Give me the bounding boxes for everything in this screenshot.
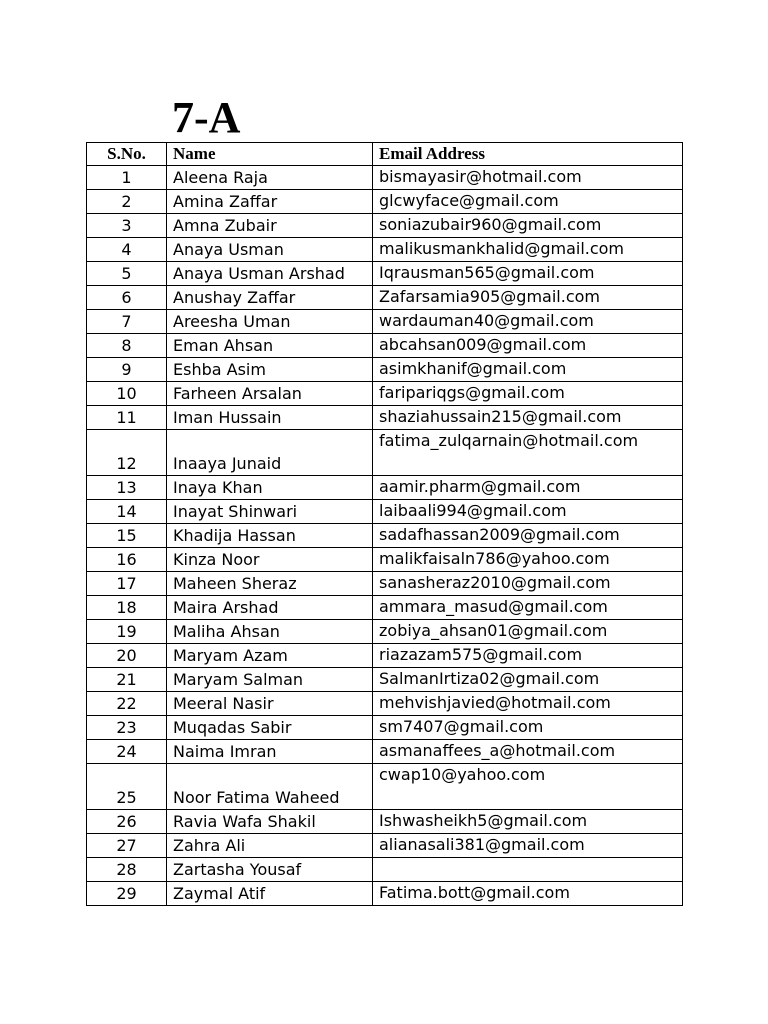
row-sno: 29 (87, 882, 167, 906)
row-sno: 13 (87, 476, 167, 500)
row-name: Zahra Ali (167, 834, 373, 858)
row-email: SalmanIrtiza02@gmail.com (373, 668, 683, 692)
row-name: Anaya Usman (167, 238, 373, 262)
row-email: soniazubair960@gmail.com (373, 214, 683, 238)
student-email-table (86, 142, 683, 906)
row-sno: 3 (87, 214, 167, 238)
row-email: faripariqgs@gmail.com (373, 382, 683, 406)
row-sno: 7 (87, 310, 167, 334)
row-name: Zartasha Yousaf (167, 858, 373, 882)
row-name: Maheen Sheraz (167, 572, 373, 596)
row-sno: 6 (87, 286, 167, 310)
row-email: bismayasir@hotmail.com (373, 166, 683, 190)
table-row (87, 692, 683, 716)
row-email: malikusmankhalid@gmail.com (373, 238, 683, 262)
table-row (87, 764, 683, 810)
table-row (87, 166, 683, 190)
header-sno: S.No. (87, 143, 167, 166)
row-email: Iqrausman565@gmail.com (373, 262, 683, 286)
table-row (87, 500, 683, 524)
row-name: Naima Imran (167, 740, 373, 764)
table-row (87, 548, 683, 572)
row-sno: 15 (87, 524, 167, 548)
table-row (87, 644, 683, 668)
row-name: Farheen Arsalan (167, 382, 373, 406)
row-sno: 24 (87, 740, 167, 764)
row-email: Fatima.bott@gmail.com (373, 882, 683, 906)
table-row (87, 834, 683, 858)
row-name: Maira Arshad (167, 596, 373, 620)
row-email: sanasheraz2010@gmail.com (373, 572, 683, 596)
row-name: Areesha Uman (167, 310, 373, 334)
table-row (87, 358, 683, 382)
row-name: Iman Hussain (167, 406, 373, 430)
row-name: Kinza Noor (167, 548, 373, 572)
table-row (87, 334, 683, 358)
row-name: Maliha Ahsan (167, 620, 373, 644)
row-email: ammara_masud@gmail.com (373, 596, 683, 620)
row-sno: 19 (87, 620, 167, 644)
row-sno: 27 (87, 834, 167, 858)
table-row (87, 596, 683, 620)
table-row (87, 668, 683, 692)
row-email: fatima_zulqarnain@hotmail.com (373, 430, 683, 476)
row-name: Amina Zaffar (167, 190, 373, 214)
table-row (87, 740, 683, 764)
row-sno: 12 (87, 430, 167, 476)
row-sno: 22 (87, 692, 167, 716)
row-email: sadafhassan2009@gmail.com (373, 524, 683, 548)
row-sno: 16 (87, 548, 167, 572)
row-name: Khadija Hassan (167, 524, 373, 548)
table-row (87, 882, 683, 906)
table-row (87, 430, 683, 476)
header-email: Email Address (373, 143, 683, 166)
row-name: Anushay Zaffar (167, 286, 373, 310)
row-name: Inaaya Junaid (167, 430, 373, 476)
row-email: Ishwasheikh5@gmail.com (373, 810, 683, 834)
row-name: Meeral Nasir (167, 692, 373, 716)
row-email: cwap10@yahoo.com (373, 764, 683, 810)
row-sno: 23 (87, 716, 167, 740)
table-header-row (87, 143, 683, 166)
row-sno: 14 (87, 500, 167, 524)
row-email (373, 858, 683, 882)
row-sno: 4 (87, 238, 167, 262)
table-row (87, 310, 683, 334)
row-email: sm7407@gmail.com (373, 716, 683, 740)
row-email: wardauman40@gmail.com (373, 310, 683, 334)
row-email: Zafarsamia905@gmail.com (373, 286, 683, 310)
row-email: zobiya_ahsan01@gmail.com (373, 620, 683, 644)
table-row (87, 406, 683, 430)
row-name: Inayat Shinwari (167, 500, 373, 524)
row-name: Anaya Usman Arshad (167, 262, 373, 286)
table-row (87, 476, 683, 500)
row-sno: 10 (87, 382, 167, 406)
table-row (87, 716, 683, 740)
table-row (87, 262, 683, 286)
row-sno: 11 (87, 406, 167, 430)
row-name: Aleena Raja (167, 166, 373, 190)
row-name: Maryam Azam (167, 644, 373, 668)
row-sno: 2 (87, 190, 167, 214)
table-row (87, 572, 683, 596)
table-row (87, 524, 683, 548)
row-sno: 5 (87, 262, 167, 286)
row-email: laibaali994@gmail.com (373, 500, 683, 524)
row-name: Ravia Wafa Shakil (167, 810, 373, 834)
row-sno: 17 (87, 572, 167, 596)
row-email: shaziahussain215@gmail.com (373, 406, 683, 430)
row-name: Eshba Asim (167, 358, 373, 382)
row-sno: 21 (87, 668, 167, 692)
row-email: glcwyface@gmail.com (373, 190, 683, 214)
row-sno: 25 (87, 764, 167, 810)
table-row (87, 190, 683, 214)
row-email: aamir.pharm@gmail.com (373, 476, 683, 500)
table-row (87, 620, 683, 644)
row-sno: 28 (87, 858, 167, 882)
header-name: Name (167, 143, 373, 166)
row-name: Muqadas Sabir (167, 716, 373, 740)
row-sno: 20 (87, 644, 167, 668)
row-email: riazazam575@gmail.com (373, 644, 683, 668)
table-row (87, 238, 683, 262)
row-sno: 18 (87, 596, 167, 620)
table-row (87, 214, 683, 238)
row-email: mehvishjavied@hotmail.com (373, 692, 683, 716)
table-row (87, 286, 683, 310)
row-name: Inaya Khan (167, 476, 373, 500)
row-email: abcahsan009@gmail.com (373, 334, 683, 358)
row-name: Zaymal Atif (167, 882, 373, 906)
row-sno: 1 (87, 166, 167, 190)
row-name: Eman Ahsan (167, 334, 373, 358)
table-row (87, 858, 683, 882)
row-sno: 9 (87, 358, 167, 382)
row-name: Noor Fatima Waheed (167, 764, 373, 810)
row-email: malikfaisaln786@yahoo.com (373, 548, 683, 572)
table-row (87, 382, 683, 406)
page-title: 7-A (172, 93, 241, 142)
row-email: asimkhanif@gmail.com (373, 358, 683, 382)
row-name: Maryam Salman (167, 668, 373, 692)
row-sno: 26 (87, 810, 167, 834)
row-sno: 8 (87, 334, 167, 358)
row-email: alianasali381@gmail.com (373, 834, 683, 858)
row-name: Amna Zubair (167, 214, 373, 238)
row-email: asmanaffees_a@hotmail.com (373, 740, 683, 764)
table-row (87, 810, 683, 834)
